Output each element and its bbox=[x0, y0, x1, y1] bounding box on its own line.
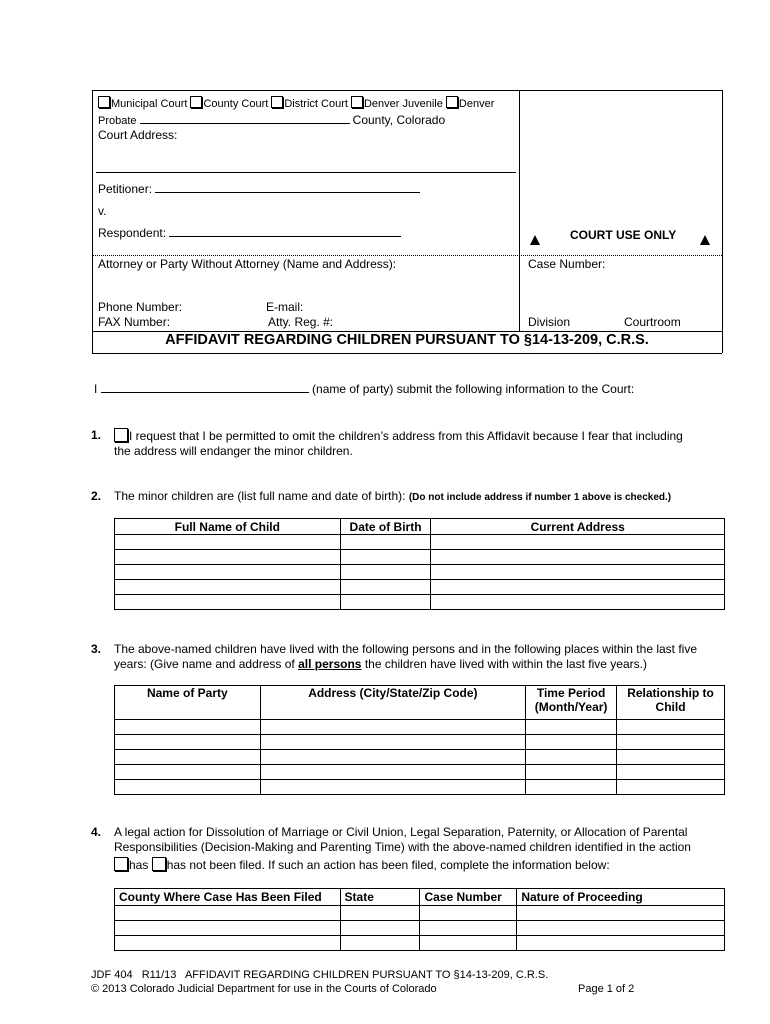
county-court-checkbox[interactable] bbox=[190, 96, 202, 108]
table-cell[interactable] bbox=[340, 906, 420, 921]
respondent-label: Respondent: bbox=[98, 226, 167, 240]
municipal-court-checkbox[interactable] bbox=[98, 96, 110, 108]
case-number-label: Case Number: bbox=[528, 257, 606, 271]
district-court-checkbox[interactable] bbox=[271, 96, 283, 108]
item4-line2: Responsibilities (Decision-Making and Parenting Time) with the above-named children identified in the action bbox=[114, 840, 691, 854]
up-arrow-icon bbox=[530, 232, 540, 250]
column-header: Nature of Proceeding bbox=[517, 889, 725, 906]
county-suffix: County, Colorado bbox=[352, 113, 446, 127]
intro-line bbox=[94, 381, 634, 396]
footer-form-id: JDF 404 R11/13 AFFIDAVIT REGARDING CHILDREN PURSUANT TO §14-13-209, C.R.S. bbox=[91, 969, 549, 981]
column-header: Current Address bbox=[431, 519, 725, 535]
page-number: Page 1 of 2 bbox=[578, 983, 635, 995]
table-cell[interactable] bbox=[115, 750, 261, 765]
table-cell[interactable] bbox=[260, 720, 525, 735]
table-cell[interactable] bbox=[340, 535, 431, 550]
column-header: Address (City/State/Zip Code) bbox=[260, 686, 525, 720]
table-cell[interactable] bbox=[617, 735, 725, 750]
item3-number: 3. bbox=[91, 642, 102, 656]
has-label: has bbox=[129, 858, 149, 872]
item1-line2: the address will endanger the minor children. bbox=[114, 444, 353, 458]
column-header: Relationship to Child bbox=[617, 686, 725, 720]
respondent-row bbox=[98, 225, 401, 240]
footer-copyright: © 2013 Colorado Judicial Department for use in the Courts of Colorado bbox=[91, 983, 437, 995]
item3-line2 bbox=[114, 657, 647, 671]
table-cell[interactable] bbox=[340, 565, 431, 580]
item2-text bbox=[114, 489, 671, 503]
item3-line2-post: the children have lived with within the last five years.) bbox=[364, 657, 647, 671]
atty-reg-label: Atty. Reg. #: bbox=[268, 315, 334, 329]
table-cell[interactable] bbox=[431, 580, 725, 595]
column-header: Case Number bbox=[420, 889, 517, 906]
table-row bbox=[115, 535, 725, 550]
column-header: Time Period (Month/Year) bbox=[526, 686, 617, 720]
column-header: State bbox=[340, 889, 420, 906]
has-not-been-filed-checkbox[interactable] bbox=[152, 857, 166, 871]
probate-label: Probate bbox=[98, 115, 137, 127]
table-row bbox=[115, 750, 725, 765]
table-cell[interactable] bbox=[340, 550, 431, 565]
intro-prefix: I bbox=[94, 382, 98, 396]
table-cell[interactable] bbox=[431, 550, 725, 565]
table-cell[interactable] bbox=[420, 936, 517, 951]
court-address-field[interactable] bbox=[96, 172, 516, 173]
table-cell[interactable] bbox=[517, 906, 725, 921]
courtroom-label: Courtroom bbox=[624, 315, 681, 329]
table-cell[interactable] bbox=[115, 735, 261, 750]
table-cell[interactable] bbox=[340, 595, 431, 610]
table-cell[interactable] bbox=[115, 765, 261, 780]
table-cell[interactable] bbox=[115, 921, 341, 936]
table-row bbox=[115, 595, 725, 610]
table-row bbox=[115, 921, 725, 936]
versus-label: v. bbox=[98, 204, 107, 218]
item4-number: 4. bbox=[91, 825, 102, 839]
table-row bbox=[115, 565, 725, 580]
table-cell[interactable] bbox=[431, 595, 725, 610]
table-cell[interactable] bbox=[115, 720, 261, 735]
table-cell[interactable] bbox=[260, 765, 525, 780]
column-header: Name of Party bbox=[115, 686, 261, 720]
item3-line2-pre: years: (Give name and address of bbox=[114, 657, 295, 671]
phone-label: Phone Number: bbox=[98, 300, 183, 314]
table-cell[interactable] bbox=[617, 780, 725, 795]
table-cell[interactable] bbox=[260, 735, 525, 750]
table-cell[interactable] bbox=[617, 750, 725, 765]
intro-suffix: (name of party) submit the following information to the Court: bbox=[312, 382, 635, 396]
table-cell[interactable] bbox=[526, 765, 617, 780]
denver-probate-checkbox[interactable] bbox=[446, 96, 458, 108]
table-row bbox=[115, 550, 725, 565]
form-title: AFFIDAVIT REGARDING CHILDREN PURSUANT TO §14-13-209, C.R.S. bbox=[165, 332, 649, 348]
table-cell[interactable] bbox=[115, 535, 341, 550]
has-been-filed-checkbox[interactable] bbox=[114, 857, 128, 871]
table-cell[interactable] bbox=[420, 906, 517, 921]
table-row bbox=[115, 780, 725, 795]
item2-instructions: The minor children are (list full name and date of birth): bbox=[114, 489, 406, 503]
division-label: Division bbox=[528, 315, 571, 329]
table-cell[interactable] bbox=[526, 735, 617, 750]
table-cell[interactable] bbox=[617, 720, 725, 735]
table-cell[interactable] bbox=[526, 750, 617, 765]
table-cell[interactable] bbox=[260, 750, 525, 765]
table-cell[interactable] bbox=[115, 595, 341, 610]
residence-table bbox=[114, 685, 725, 795]
table-cell[interactable] bbox=[260, 780, 525, 795]
denver-juvenile-checkbox[interactable] bbox=[351, 96, 363, 108]
fax-label: FAX Number: bbox=[98, 315, 171, 329]
table-cell[interactable] bbox=[431, 565, 725, 580]
has-not-label: has not been filed. If such an action has been filed, complete the information below: bbox=[166, 858, 610, 872]
petitioner-row bbox=[98, 181, 420, 196]
denver-label: Denver bbox=[458, 98, 495, 110]
petitioner-field[interactable] bbox=[155, 181, 420, 193]
column-header: County Where Case Has Been Filed bbox=[115, 889, 341, 906]
court-address-label: Court Address: bbox=[98, 128, 178, 142]
table-cell[interactable] bbox=[517, 936, 725, 951]
table-row bbox=[115, 765, 725, 780]
respondent-field[interactable] bbox=[169, 225, 401, 237]
item1-number: 1. bbox=[91, 428, 102, 442]
table-cell[interactable] bbox=[115, 906, 341, 921]
table-row bbox=[115, 936, 725, 951]
item2-number: 2. bbox=[91, 489, 102, 503]
table-row bbox=[115, 735, 725, 750]
county-court-label: County Court bbox=[203, 98, 269, 110]
table-cell[interactable] bbox=[431, 535, 725, 550]
attorney-label: Attorney or Party Without Attorney (Name and Address): bbox=[98, 257, 397, 271]
table-cell[interactable] bbox=[420, 921, 517, 936]
table-cell[interactable] bbox=[526, 720, 617, 735]
table-cell[interactable] bbox=[340, 580, 431, 595]
table-cell[interactable] bbox=[115, 936, 341, 951]
table-row bbox=[115, 580, 725, 595]
item1-line1: I request that I be permitted to omit the children’s address from this Affidavit because I fear that including bbox=[129, 429, 683, 443]
table-cell[interactable] bbox=[115, 780, 261, 795]
item3-emphasis: all persons bbox=[298, 657, 362, 671]
table-row bbox=[115, 720, 725, 735]
party-name-field[interactable] bbox=[101, 381, 309, 393]
item1-text bbox=[114, 428, 729, 443]
table-cell[interactable] bbox=[340, 936, 420, 951]
municipal-court-label: Municipal Court bbox=[111, 98, 188, 110]
denver-juvenile-label: Denver Juvenile bbox=[363, 98, 443, 110]
district-court-label: District Court bbox=[284, 98, 348, 110]
court-use-only-label: COURT USE ONLY bbox=[570, 228, 677, 242]
item4-line1: A legal action for Dissolution of Marriage or Civil Union, Legal Separation, Paternity, or Allocation of Parental bbox=[114, 825, 688, 839]
omit-address-checkbox[interactable] bbox=[114, 428, 128, 442]
table-row bbox=[115, 906, 725, 921]
county-line bbox=[98, 112, 445, 127]
table-cell[interactable] bbox=[115, 550, 341, 565]
column-header: Full Name of Child bbox=[115, 519, 341, 535]
petitioner-label: Petitioner: bbox=[98, 182, 153, 196]
table-cell[interactable] bbox=[526, 780, 617, 795]
item4-line3 bbox=[114, 857, 610, 872]
column-header: Date of Birth bbox=[340, 519, 431, 535]
children-table bbox=[114, 518, 725, 610]
county-name-field[interactable] bbox=[140, 112, 350, 124]
table-cell[interactable] bbox=[340, 921, 420, 936]
table-cell[interactable] bbox=[517, 921, 725, 936]
up-arrow-icon bbox=[700, 232, 710, 250]
item2-note: (Do not include address if number 1 above is checked.) bbox=[408, 492, 672, 503]
item3-line1: The above-named children have lived with the following persons and in the following places within the last five bbox=[114, 642, 698, 656]
table-cell[interactable] bbox=[115, 580, 341, 595]
cases-table bbox=[114, 888, 725, 951]
table-cell[interactable] bbox=[115, 565, 341, 580]
court-type-options bbox=[98, 96, 494, 110]
table-cell[interactable] bbox=[617, 765, 725, 780]
email-label: E-mail: bbox=[266, 300, 304, 314]
